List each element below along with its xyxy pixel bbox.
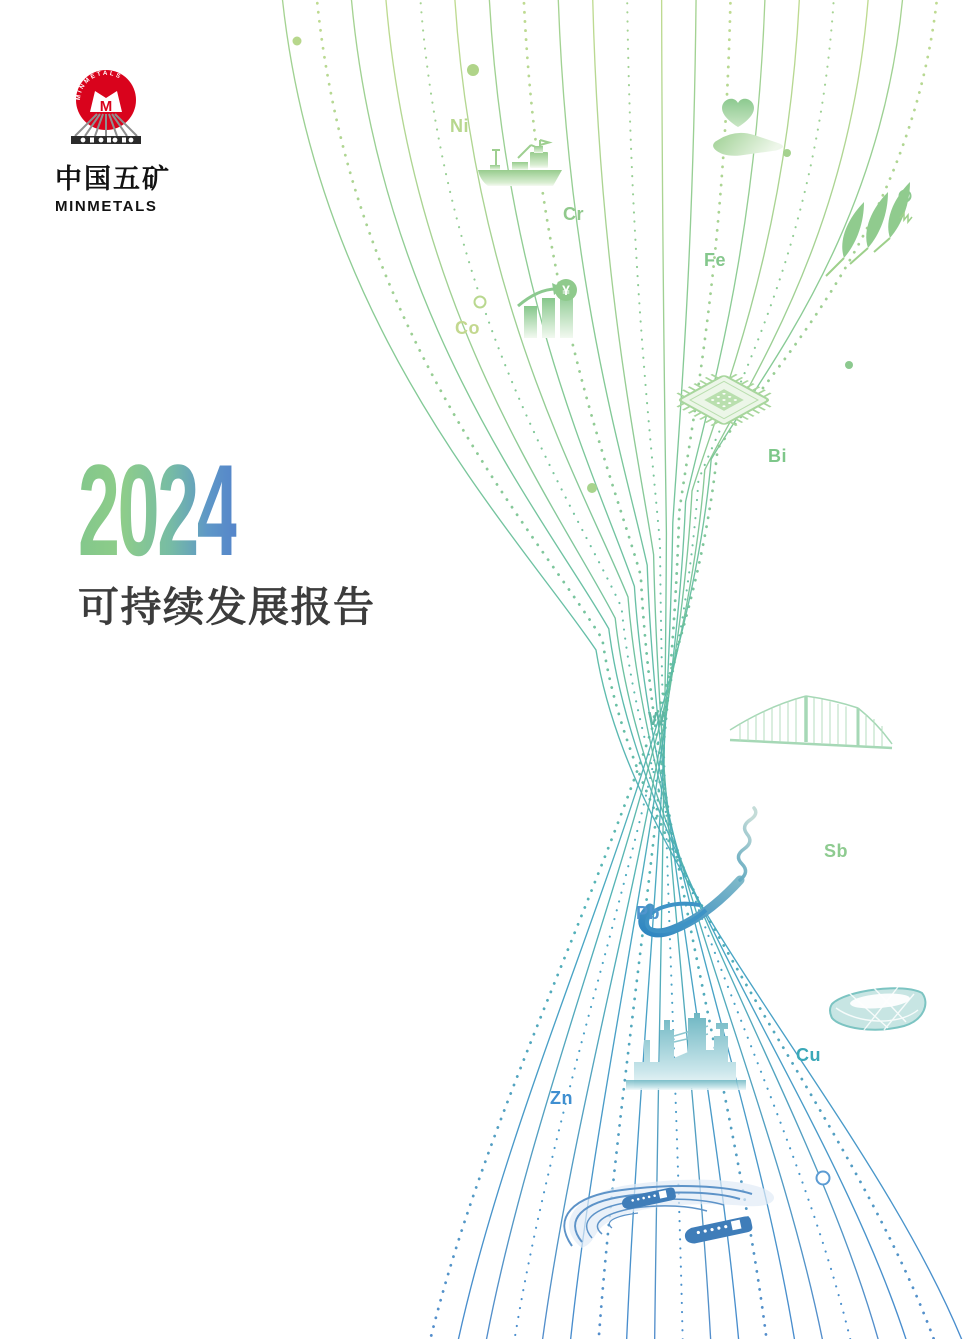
flow-line [592,0,711,1339]
flow-line [627,0,683,1339]
flow-line [489,0,797,1339]
cover-title-block [78,437,376,633]
flow-line [569,0,765,1339]
element-symbol-Co: Co [455,318,480,338]
mining-truck-icon [683,1215,753,1245]
element-symbol-Pb: Pb [636,903,661,923]
element-symbol-W: W [648,709,666,729]
minmetals-emblem-icon [69,70,143,150]
element-symbol-Cr: Cr [563,204,585,224]
company-name-en: MINMETALS [55,198,158,215]
flow-line [655,0,667,1339]
scatter-dots [293,37,911,1185]
flow-line [598,0,731,1339]
element-symbol-Ni: Ni [450,116,469,136]
flow-line [558,0,740,1339]
flow-line [350,0,911,1339]
report-title: 可持续发展报告 [78,584,376,630]
emblem-letter: M [99,98,113,115]
bird-nest-stadium-icon [830,987,925,1030]
flow-line [385,0,883,1339]
open-pit-mine-icon [564,1180,774,1248]
flow-lines [281,0,966,1339]
element-symbol-Fe: Fe [704,250,727,270]
flow-line [484,0,870,1339]
flow-line [523,0,768,1339]
element-symbol-Sb: Sb [824,841,849,861]
emblem-curved-text: MINMETALS [74,70,124,101]
report-year: 2024 [78,437,237,583]
yen-symbol: ¥ [562,282,570,298]
growth-chart-yen-icon [518,279,577,338]
company-name-cn: 中国五矿 [55,164,171,194]
element-symbol-Zn: Zn [550,1088,573,1108]
wheat-icon [826,182,912,276]
flow-line [541,0,801,1339]
company-logo [55,70,185,215]
flow-line [316,0,940,1339]
heart-in-hand-icon [713,99,783,156]
cargo-ship-icon [478,140,562,186]
element-symbol-Cu: Cu [796,1045,821,1065]
flow-line [454,0,826,1339]
suspension-bridge-icon [730,696,892,748]
element-symbol-Bi: Bi [768,446,787,466]
flow-line [455,0,904,1339]
flow-line [427,0,939,1339]
